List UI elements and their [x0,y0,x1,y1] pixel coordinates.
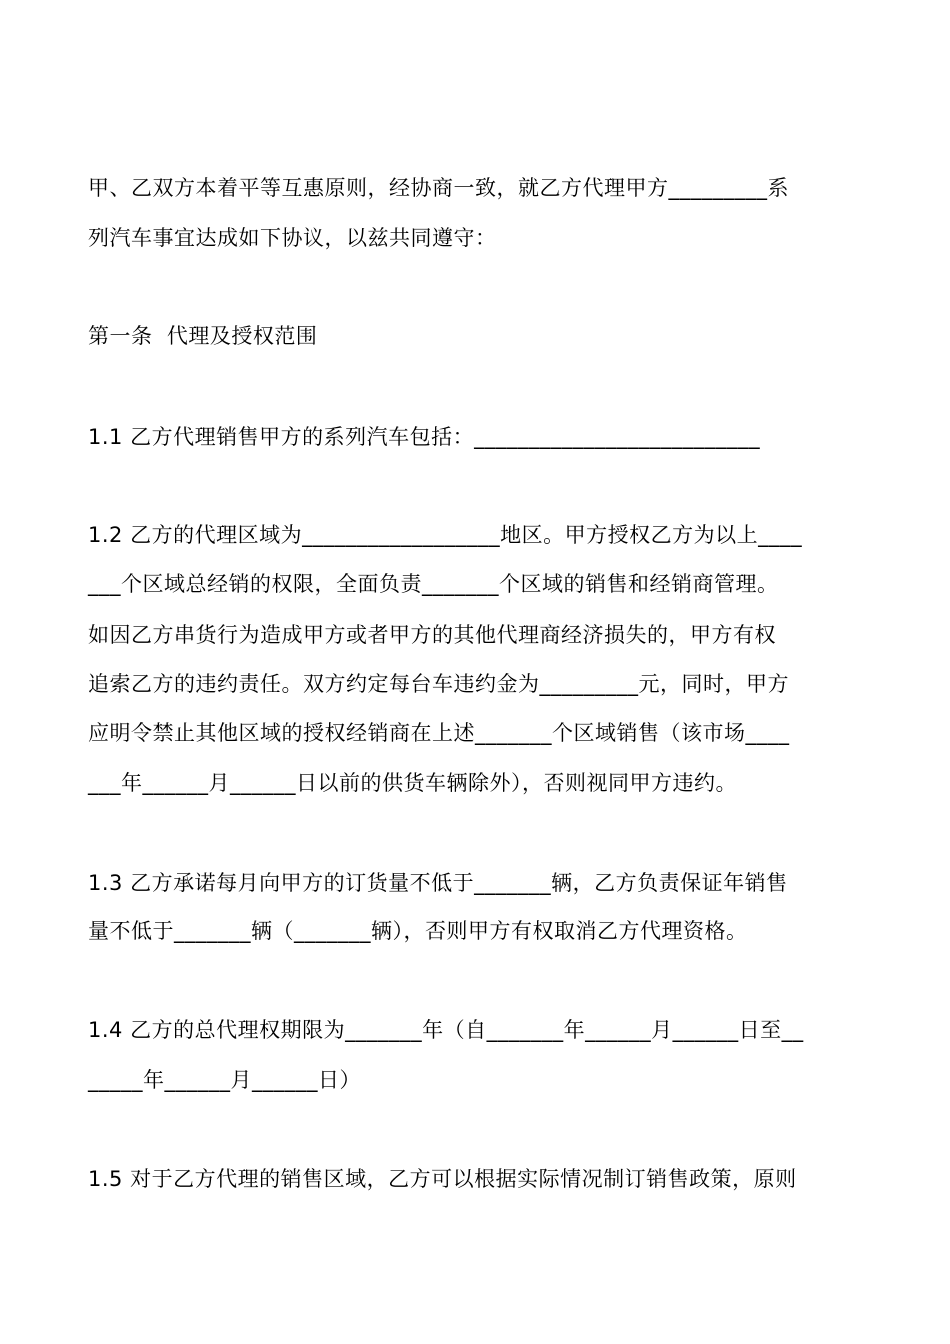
intro-line-1: 甲、乙双方本着平等互惠原则，经协商一致，就乙方代理甲方_________系 [88,176,789,200]
article-1-heading: 第一条 代理及授权范围 [88,324,318,348]
clause-1-2-line-2: ___个区域总经销的权限，全面负责_______个区域的销售和经销商管理。 [88,572,779,596]
clause-1-5-line-1: 1.5 对于乙方代理的销售区域，乙方可以根据实际情况制订销售政策，原则 [88,1167,797,1191]
clause-1-2-line-4: 追索乙方的违约责任。双方约定每台车违约金为_________元，同时，甲方 [88,672,789,696]
clause-1-2-line-3: 如因乙方串货行为造成甲方或者甲方的其他代理商经济损失的，甲方有权 [88,623,776,647]
clause-1-2-line-1: 1.2 乙方的代理区域为__________________地区。甲方授权乙方为以上____ [88,523,803,547]
clause-1-2-line-6: ___年______月______日以前的供货车辆除外），否则视同甲方违约。 [88,771,737,795]
clause-1-4-line-1: 1.4 乙方的总代理权期限为_______年（自_______年______月______日至__ [88,1018,804,1042]
clause-1-1-line-1: 1.1 乙方代理销售甲方的系列汽车包括：__________________________ [88,425,761,449]
clause-1-2-line-5: 应明令禁止其他区域的授权经销商在上述_______个区域销售（该市场____ [88,721,790,745]
clause-1-3-line-1: 1.3 乙方承诺每月向甲方的订货量不低于_______辆，乙方负责保证年销售 [88,871,788,895]
intro-line-2: 列汽车事宜达成如下协议，以兹共同遵守： [88,226,497,250]
clause-1-4-line-2: _____年______月______日） [88,1068,361,1092]
clause-1-3-line-2: 量不低于_______辆（_______辆），否则甲方有权取消乙方代理资格。 [88,919,748,943]
